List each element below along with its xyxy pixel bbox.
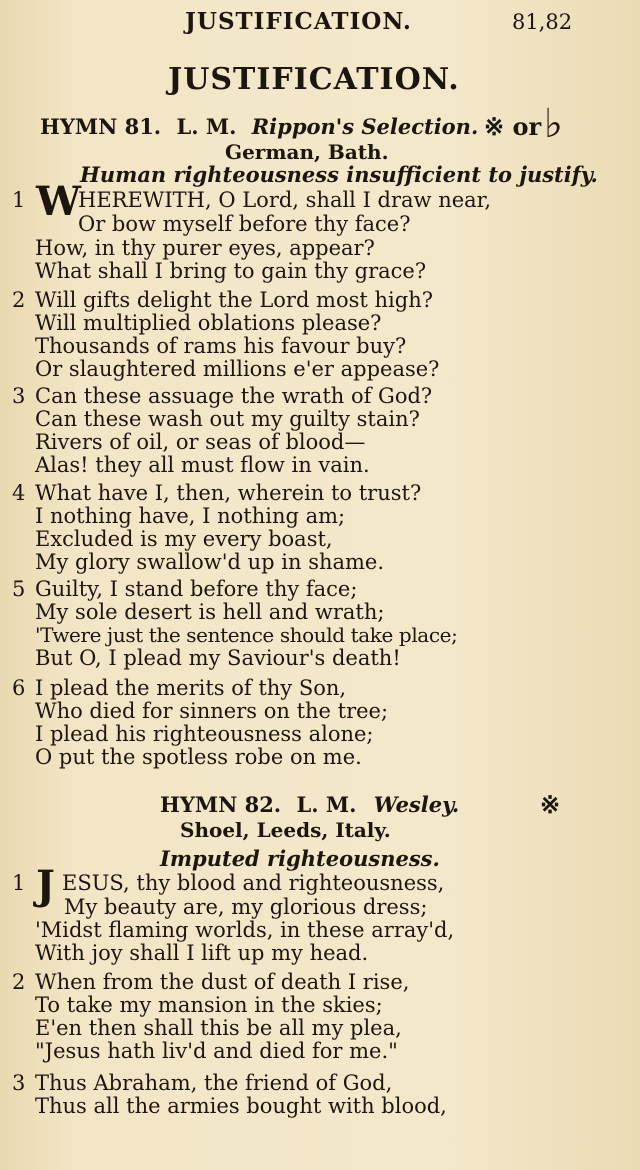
hymn81-mark: ※ or	[484, 112, 542, 141]
verse-line: Alas! they all must flow in vain.	[35, 453, 370, 477]
verse-line: 'Midst flaming worlds, in these array'd,	[35, 918, 455, 942]
stanza-number: 5	[12, 577, 26, 601]
page-numbers: 81,82	[512, 10, 573, 34]
verse-line: Thousands of rams his favour buy?	[35, 334, 407, 358]
verse-line: Thus all the armies bought with blood,	[35, 1094, 447, 1118]
verse-line: "Jesus hath liv'd and died for me."	[35, 1039, 398, 1063]
verse-line: My beauty are, my glorious dress;	[64, 895, 428, 919]
stanza-number: 3	[12, 1071, 26, 1095]
hymn82-header	[160, 792, 459, 817]
verse-line: Who died for sinners on the tree;	[35, 699, 389, 723]
verse-line: With joy shall I lift up my head.	[35, 941, 369, 965]
verse-line: How, in thy purer eyes, appear?	[35, 236, 375, 260]
verse-line: HEREWITH, O Lord, shall I draw near,	[78, 188, 492, 212]
stanza-number: 3	[12, 384, 26, 408]
stanza-number: 6	[12, 676, 26, 700]
stanza-number: 4	[12, 481, 26, 505]
verse-line: What shall I bring to gain thy grace?	[35, 259, 427, 283]
hymn82-subject: Imputed righteousness.	[160, 846, 440, 871]
verse-line: My glory swallow'd up in shame.	[35, 550, 385, 574]
stanza-number: 2	[12, 288, 26, 312]
stanza-number: 1	[12, 871, 26, 895]
hymn81-number: HYMN 81.	[40, 114, 162, 139]
stanza-number: 1	[12, 188, 26, 212]
section-title: JUSTIFICATION.	[168, 62, 460, 97]
verse-line: ESUS, thy blood and righteousness,	[62, 871, 445, 895]
drop-cap: W	[36, 178, 81, 225]
verse-line: E'en then shall this be all my plea,	[35, 1016, 402, 1040]
hymn81-header	[40, 114, 478, 139]
hymn82-meter: L. M.	[296, 792, 357, 817]
running-title: JUSTIFICATION.	[185, 8, 412, 35]
hymn81-tunes: German, Bath.	[225, 140, 389, 164]
hymn82-tunes: Shoel, Leeds, Italy.	[180, 818, 391, 842]
verse-line: 'Twere just the sentence should take place;	[35, 623, 458, 647]
verse-line: What have I, then, wherein to trust?	[35, 481, 422, 505]
verse-line: Excluded is my every boast,	[35, 527, 333, 551]
verse-line: Can these assuage the wrath of God?	[35, 384, 433, 408]
verse-line: To take my mansion in the skies;	[35, 993, 383, 1017]
hymn81-meter: L. M.	[176, 114, 237, 139]
verse-line: Rivers of oil, or seas of blood—	[35, 430, 366, 454]
hymn81-subject: Human righteousness insufficient to justify.	[80, 162, 598, 187]
verse-line: Thus Abraham, the friend of God,	[35, 1071, 393, 1095]
verse-line: My sole desert is hell and wrath;	[35, 600, 385, 624]
flat-icon: ♭	[544, 100, 563, 147]
verse-line: Guilty, I stand before thy face;	[35, 577, 358, 601]
verse-line: I plead his righteousness alone;	[35, 722, 374, 746]
hymn82-mark: ※	[540, 790, 561, 819]
verse-line: Or slaughtered millions e'er appease?	[35, 357, 440, 381]
drop-cap: J	[36, 862, 55, 909]
verse-line: O put the spotless robe on me.	[35, 745, 362, 769]
verse-line: Will multiplied oblations please?	[35, 311, 382, 335]
verse-line: Or bow myself before thy face?	[78, 212, 411, 236]
verse-line: I nothing have, I nothing am;	[35, 504, 346, 528]
verse-line: I plead the merits of thy Son,	[35, 676, 347, 700]
verse-line: Can these wash out my guilty stain?	[35, 407, 420, 431]
hymn81-source: Rippon's Selection.	[251, 114, 479, 139]
verse-line: Will gifts delight the Lord most high?	[35, 288, 433, 312]
verse-line: But O, I plead my Saviour's death!	[35, 646, 401, 670]
verse-line: When from the dust of death I rise,	[35, 970, 410, 994]
hymn82-source: Wesley.	[373, 792, 460, 817]
stanza-number: 2	[12, 970, 26, 994]
hymn82-number: HYMN 82.	[160, 792, 282, 817]
